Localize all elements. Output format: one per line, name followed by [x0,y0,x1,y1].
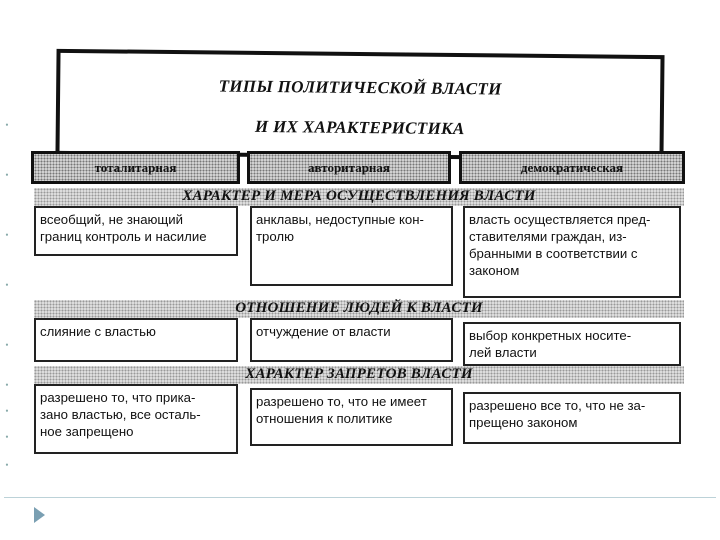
diagram-title-line-2: И ИХ ХАРАКТЕРИСТИКА [254,116,465,139]
dot-bullet-icon: • [5,406,9,416]
cell-line: законом [469,263,520,278]
cell-democratic-exercise [463,206,681,298]
cell-line: всеобщий, не знающий [40,212,184,227]
type-header-authoritarian: авторитарная [247,151,451,184]
dot-bullet-icon: • [5,340,9,350]
cell-line: отчуждение от власти [256,324,391,339]
dot-bullet-icon: • [5,280,9,290]
cell-line: власть осуществляется пред- [469,212,651,227]
cell-line: ное запрещено [40,424,134,439]
cell-democratic-prohibitions [463,392,681,444]
cell-democratic-attitude [463,322,681,366]
cell-line: границ контроль и насилие [40,229,207,244]
dot-bullet-icon: • [5,120,9,130]
cell-line: отношения к политике [256,411,393,426]
diagram-title-line-1: ТИПЫ ПОЛИТИЧЕСКОЙ ВЛАСТИ [218,76,502,99]
cell-authoritarian-exercise [250,206,453,286]
cell-authoritarian-prohibitions [250,388,453,446]
dot-bullet-icon: • [5,432,9,442]
cell-totalitarian-attitude [34,318,238,362]
cell-line: ставителями граждан, из- [469,229,627,244]
cell-totalitarian-exercise [34,206,238,256]
dot-bullet-icon: • [5,230,9,240]
cell-line: выбор конкретных носите- [469,328,632,343]
type-header-totalitarian: тоталитарная [31,151,240,184]
cell-line: слияние с властью [40,324,156,339]
cell-line: разрешено то, что не имеет [256,394,427,409]
cell-line: разрешено все то, что не за- [469,398,646,413]
cell-authoritarian-attitude [250,318,453,362]
dot-bullet-icon: • [5,380,9,390]
cell-line: разрешено то, что прика- [40,390,196,405]
cell-totalitarian-prohibitions [34,384,238,454]
cell-line: анклавы, недоступные кон- [256,212,424,227]
slide-divider [4,497,716,498]
triangle-right-icon [34,507,45,523]
cell-line: зано властью, все осталь- [40,407,201,422]
cell-line: прещено законом [469,415,578,430]
section-heading-exercise-of-power: ХАРАКТЕР И МЕРА ОСУЩЕСТВЛЕНИЯ ВЛАСТИ [34,188,684,206]
section-heading-prohibitions: ХАРАКТЕР ЗАПРЕТОВ ВЛАСТИ [34,366,684,384]
cell-line: тролю [256,229,295,244]
cell-line: бранными в соответствии с [469,246,638,261]
dot-bullet-icon: • [5,170,9,180]
title-box [55,49,664,161]
type-header-democratic: демократическая [459,151,685,184]
section-heading-attitude-to-power: ОТНОШЕНИЕ ЛЮДЕЙ К ВЛАСТИ [34,300,684,318]
cell-line: лей власти [469,345,537,360]
dot-bullet-icon: • [5,460,9,470]
